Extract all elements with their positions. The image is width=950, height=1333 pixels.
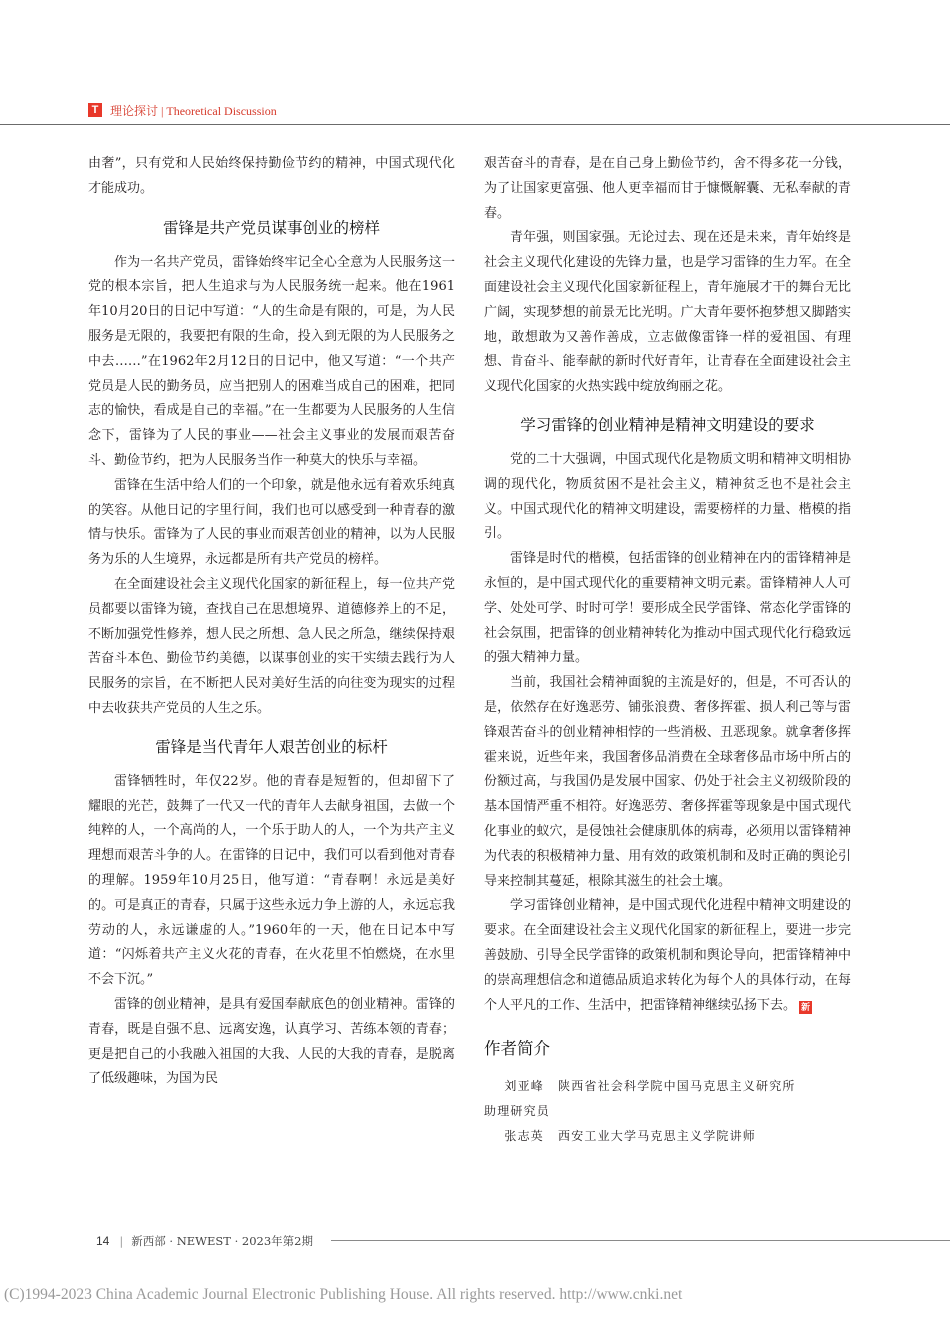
paragraph: 在全面建设社会主义现代化国家的新征程上，每一位共产党员都要以雷锋为镜，查找自己在思想境界、道德修养上的不足，不断加强党性修养，想人民之所想、急人民之所急，继续保持艰苦奋斗本色、勤俭节约美德，以谋事创业的实干实绩去践行为人民服务的宗旨，在不断把人民对美好生活的向往变为现实的过程中去收获共产党员的人生之乐。	[88, 576, 455, 716]
paragraph: 由奢”，只有党和人民始终保持勤俭节约的精神，中国式现代化才能成功。	[88, 156, 455, 196]
section-heading: 学习雷锋的创业精神是精神文明建设的要求	[520, 415, 815, 434]
paragraph	[484, 894, 851, 1018]
paragraph: 雷锋的创业精神，是具有爱国奉献底色的创业精神。雷锋的青春，既是自强不息、远离安逸，认真学习、苦练本领的青春；更是把自己的小我融入祖国的大我、人民的大我的青春，是脱离了低级趣味，为国为民	[88, 996, 455, 1087]
footer-separator: |	[119, 1234, 124, 1248]
end-mark-icon: 新	[801, 1001, 811, 1012]
author-entry	[484, 1124, 851, 1149]
paragraph: 党的二十大强调，中国式现代化是物质文明和精神文明相协调的现代化，物质贫困不是社会主义，精神贫乏也不是社会主义。中国式现代化的精神文明建设，需要榜样的力量、楷模的指引。	[484, 451, 851, 542]
paragraph-text: 学习雷锋创业精神，是中国式现代化进程中精神文明建设的要求。在全面建设社会主义现代化国家的新征程上，要进一步完善鼓励、引导全民学雷锋的政策机制和舆论导向，把雷锋精神中的崇高理想信念和道德品质追求转化为每个人的具体行动，在每个人平凡的工作、生活中，把雷锋精神继续弘扬下去。	[484, 898, 851, 1013]
author-desc: 陕西省社会科学院中国马克思主义研究所	[558, 1079, 796, 1094]
section-heading: 雷锋是当代青年人艰苦创业的标杆	[155, 737, 388, 756]
section-logo-icon: T	[88, 103, 102, 117]
paragraph: 当前，我国社会精神面貌的主流是好的，但是，不可否认的是，依然存在好逸恶劳、铺张浪费、奢侈挥霍、损人利己等与雷锋艰苦奋斗的创业精神相悖的一些消极、丑恶现象。就拿奢侈挥霍来说，近些年来，我国奢侈品消费在全球奢侈品市场中所占的份额过高，与我国仍是发展中国家、仍处于社会主义初级阶段的基本国情严重不相符。好逸恶劳、奢侈挥霍等现象是中国式现代化事业的蚁穴，是侵蚀社会健康肌体的病毒，必须用以雷锋精神为代表的积极精神力量、用有效的政策机制和及时正确的舆论引导来控制其蔓延，根除其滋生的社会土壤。	[484, 675, 851, 889]
section-heading: 雷锋是共产党员谋事创业的榜样	[162, 218, 380, 237]
paragraph: 作为一名共产党员，雷锋始终牢记全心全意为人民服务这一党的根本宗旨，把人生追求与为人民服务统一起来。他在1961年10月20日的日记中写道：“人的生命是有限的，可是，为人民服务是无限的，我要把有限的生命，投入到无限的为人民服务之中去……”在1962年2月12日的日记中，他又写道：“一个共产党员是人民的勤务员，应当把别人的困难当成自己的困难，把同志的愉快，看成是自己的幸福。”在一生都要为人民服务的人生信念下，雷锋为了人民的事业——社会主义事业的发展而艰苦奋斗、勤俭节约，把为人民服务当作一种莫大的快乐与幸福。	[88, 254, 455, 468]
section-label: 理论探讨 | Theoretical Discussion	[110, 103, 277, 118]
author-name: 张志英	[504, 1129, 544, 1144]
footer-divider	[331, 1240, 950, 1241]
paragraph: 雷锋是时代的楷模，包括雷锋的创业精神在内的雷锋精神是永恒的，是中国式现代化的重要精神文明元素。雷锋精神人人可学、处处可学、时时可学！要形成全民学雷锋、常态化学雷锋的社会氛围，把雷锋的创业精神转化为推动中国式现代化行稳致远的强大精神力量。	[484, 551, 851, 666]
author-desc-cont: 助理研究员	[484, 1104, 551, 1119]
section-header	[88, 101, 277, 119]
paragraph: 雷锋在生活中给人们的一个印象，就是他永远有着欢乐纯真的笑容。从他日记的字里行间，我们也可以感受到一种青春的激情与快乐。雷锋为了人民的事业而艰苦创业的精神，以为人民服务为乐的人生境界，永远都是所有共产党员的榜样。	[88, 477, 455, 568]
author-name: 刘亚峰	[504, 1079, 544, 1094]
page-number: 14	[96, 1234, 110, 1248]
left-column	[88, 152, 455, 1092]
paragraph: 青年强，则国家强。无论过去、现在还是未来，青年始终是社会主义现代化建设的先锋力量，也是学习雷锋的生力军。在全面建设社会主义现代化国家新征程上，青年施展才干的舞台无比广阔，实现梦想的前景无比光明。广大青年要怀抱梦想又脚踏实地，敢想敢为又善作善成，立志做像雷锋一样的爱祖国、有理想、肯奋斗、能奉献的新时代好青年，让青春在全面建设社会主义现代化国家的火热实践中绽放绚丽之花。	[484, 230, 851, 395]
author-entry	[484, 1074, 851, 1099]
page-footer	[96, 1233, 313, 1249]
right-column	[484, 152, 851, 1149]
author-desc: 西安工业大学马克思主义学院讲师	[558, 1129, 757, 1144]
paragraph: 艰苦奋斗的青春，是在自己身上勤俭节约，舍不得多花一分钱，为了让国家更富强、他人更幸福而甘于慷慨解囊、无私奉献的青春。	[484, 156, 851, 221]
copyright-watermark: (C)1994-2023 China Academic Journal Electronic Publishing House. All rights reserved. http://www.cnki.net	[4, 1286, 683, 1303]
magazine-info: 新西部 · NEWEST · 2023年第2期	[131, 1234, 313, 1248]
author-heading: 作者简介	[484, 1039, 550, 1059]
paragraph: 雷锋牺牲时，年仅22岁。他的青春是短暂的，但却留下了耀眼的光芒，鼓舞了一代又一代的青年人去献身祖国，去做一个纯粹的人，一个高尚的人，一个乐于助人的人，一个为共产主义理想而艰苦斗争的人。在雷锋的日记中，我们可以看到他对青春的理解。1959年10月25日，他写道：“青春啊！永远是美好的。可是真正的青春，只属于这些永远力争上游的人，永远忘我劳动的人，永远谦虚的人。”1960年的一天，他在日记本中写道：“闪烁着共产主义火花的青春，在火花里不怕燃烧，在水里不会下沉。”	[88, 773, 455, 988]
header-divider	[0, 124, 950, 125]
